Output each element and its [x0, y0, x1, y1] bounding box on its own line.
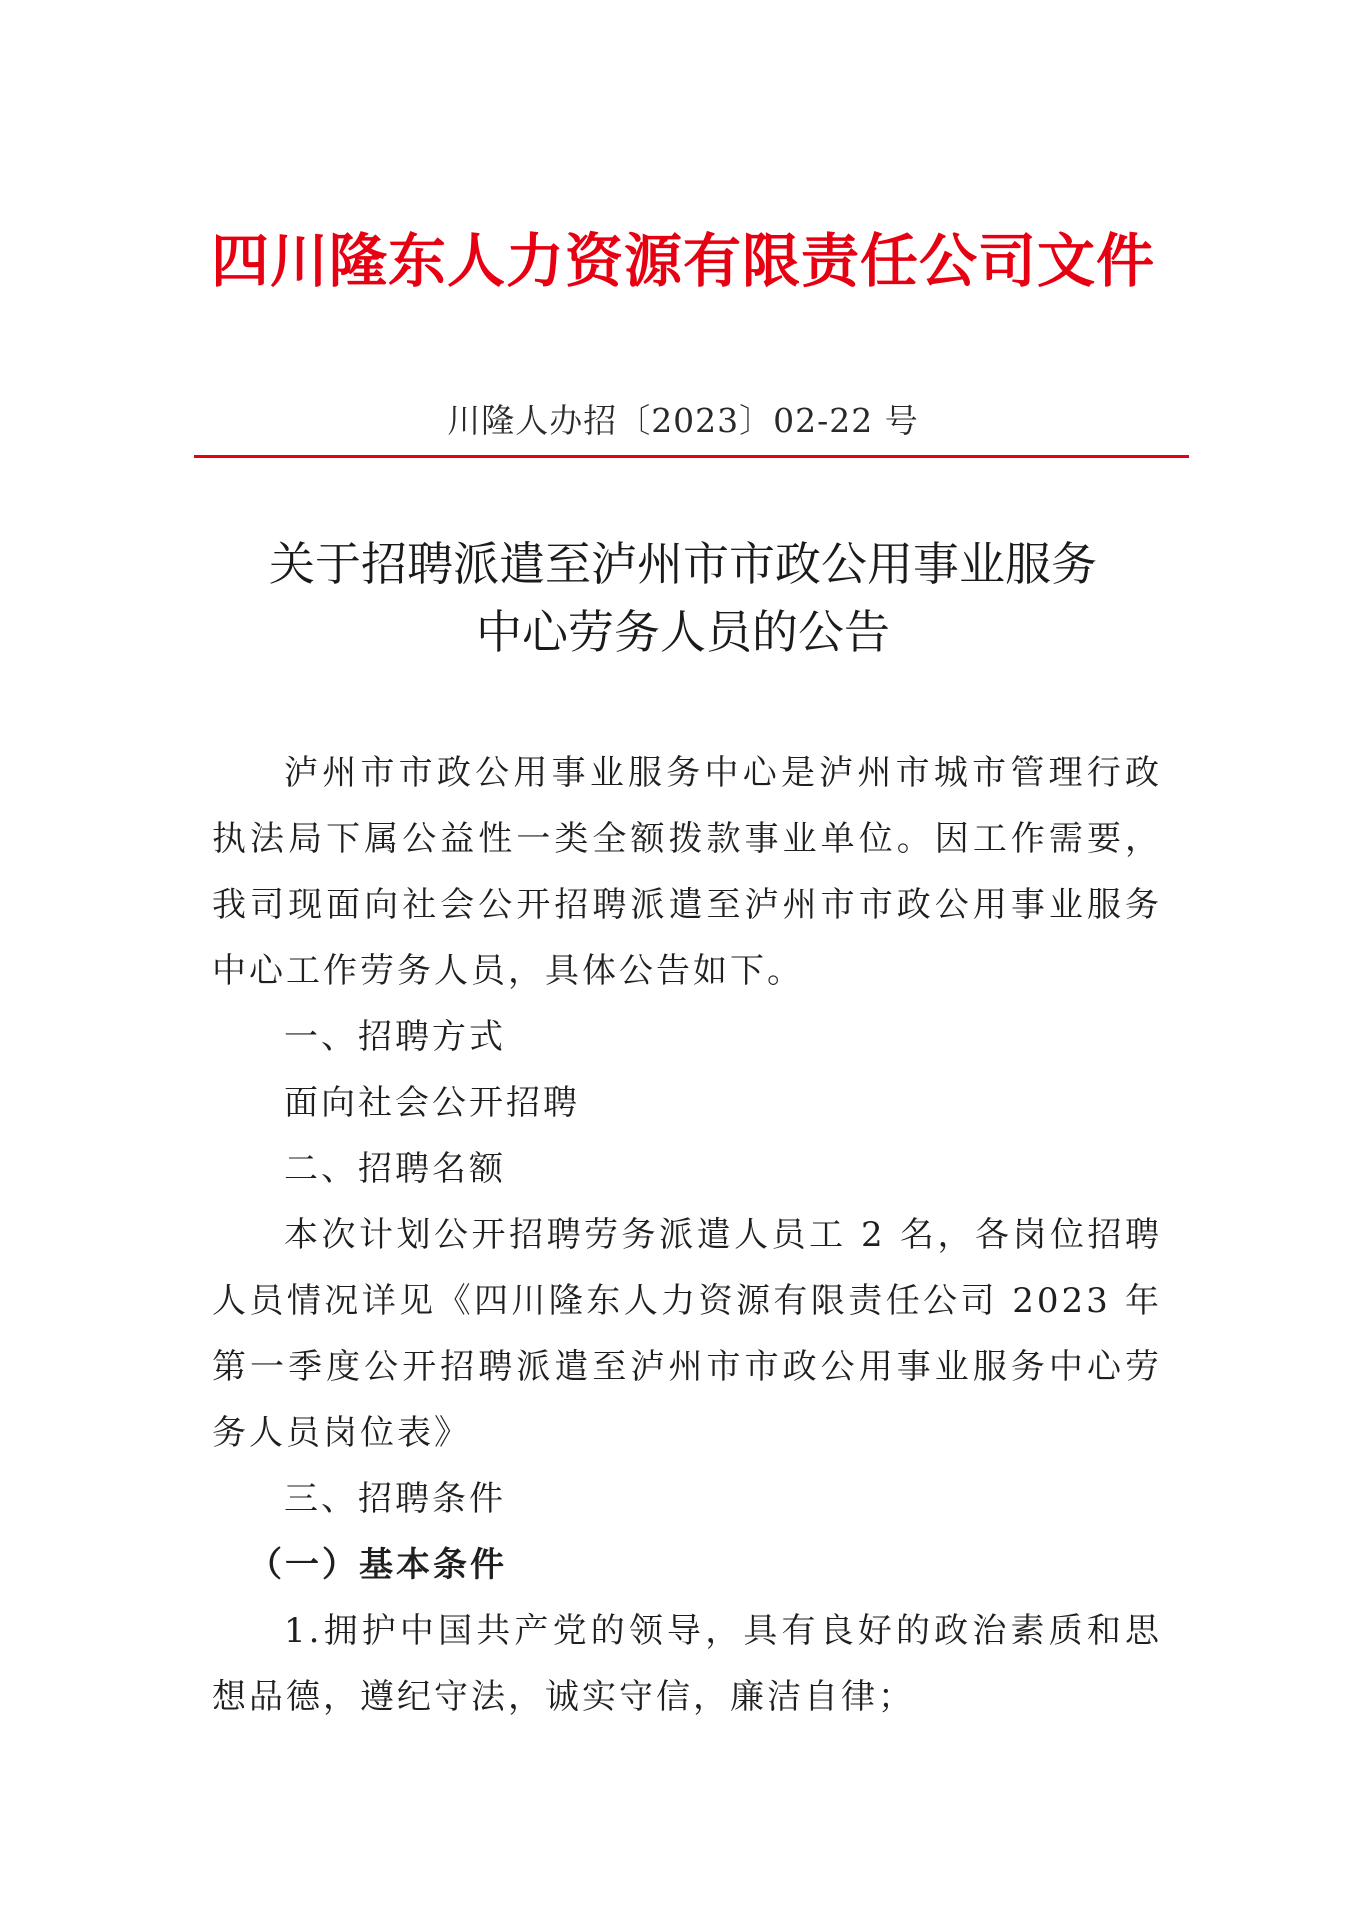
document-body — [212, 740, 1162, 1730]
intro-paragraph: 泸州市市政公用事业服务中心是泸州市城市管理行政执法局下属公益性一类全额拨款事业单位。因工作需要，我司现面向社会公开招聘派遣至泸州市市政公用事业服务中心工作劳务人员，具体公告如下。 — [212, 753, 1162, 991]
section-3-heading: 三、招聘条件 — [284, 1479, 506, 1519]
subsection-1-heading: （一）基本条件 — [248, 1545, 507, 1585]
announcement-title-line-2: 中心劳务人员的公告 — [476, 605, 890, 659]
section-1-heading: 一、招聘方式 — [284, 1017, 506, 1057]
condition-item-1: 1.拥护中国共产党的领导，具有良好的政治素质和思想品德，遵纪守法，诚实守信，廉洁自律； — [212, 1611, 1162, 1717]
header-divider-line — [194, 455, 1189, 458]
section-2-text: 本次计划公开招聘劳务派遣人员工 2 名，各岗位招聘人员情况详见《四川隆东人力资源有限责任公司 2023 年第一季度公开招聘派遣至泸州市市政公用事业服务中心劳务人员岗位表》 — [212, 1215, 1162, 1453]
section-2-heading: 二、招聘名额 — [284, 1149, 506, 1189]
section-1-text: 面向社会公开招聘 — [284, 1083, 580, 1123]
announcement-title — [0, 530, 1366, 666]
announcement-title-line-1: 关于招聘派遣至泸州市市政公用事业服务 — [269, 537, 1097, 591]
document-number: 川隆人办招〔2023〕02-22 号 — [447, 401, 919, 440]
document-header-title: 四川隆东人力资源有限责任公司文件 — [210, 227, 1155, 295]
